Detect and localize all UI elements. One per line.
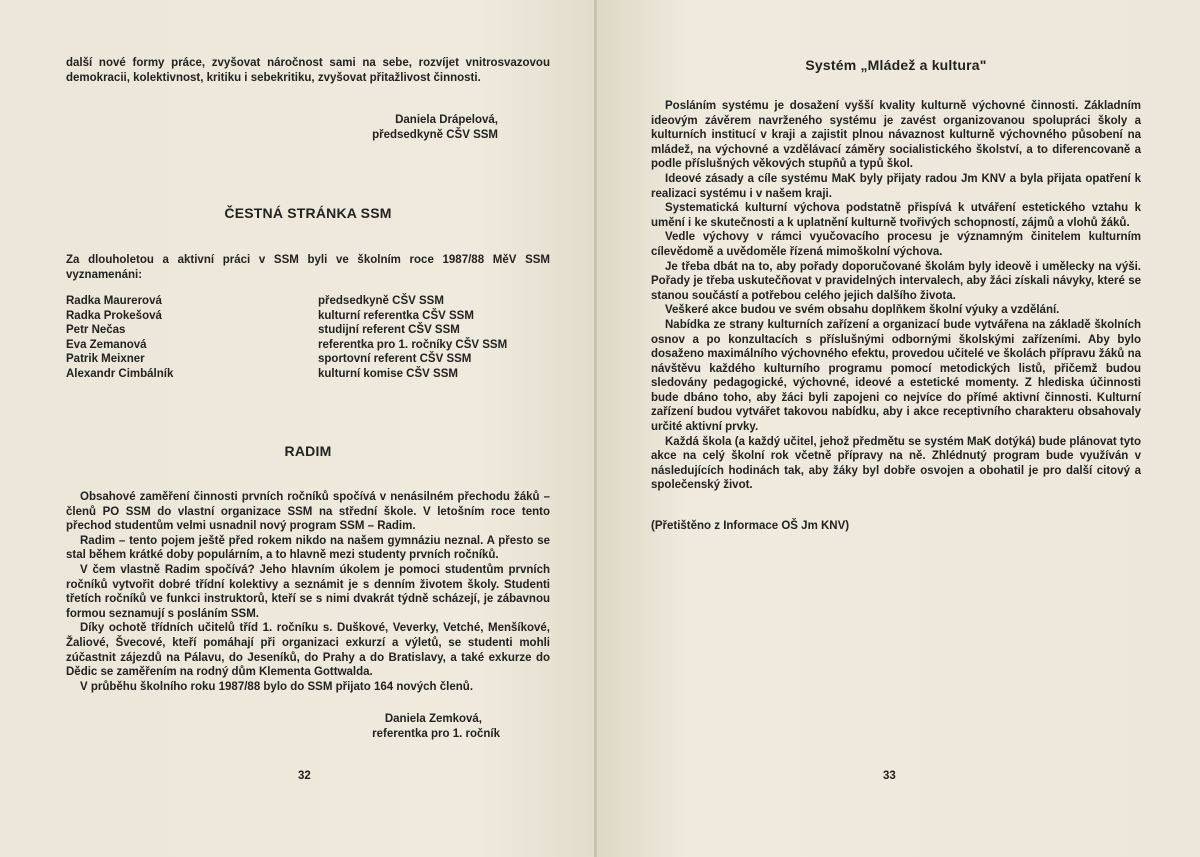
radim-paragraph: Díky ochotě třídních učitelů tříd 1. ročníku s. Duškové, Veverky, Vetché, Menšíkové, Žaliové, Švecové, kteří pomáhají při organizaci exkurzí a výletů, se studenti mohli zúčastnit zájezdů na Pálavu, do Jeseníků, do Prahy a do Bratislavy, a také exkurze do Dědic se zaměřením na rodný dům Klementa Gottwalda. [66,622,550,679]
mak-paragraph: Systematická kulturní výchova podstatně přispívá k utváření estetického vztahu k umění i ke skutečnosti a k uplatnění kulturně tvořivých schopností, zájmů a vlohů žáků. [651,202,1141,229]
heading-cestna-stranka: ČESTNÁ STRÁNKA SSM [224,205,392,221]
member-role: sportovní referent CŠV SSM [318,353,472,366]
member-role: referentka pro 1. ročníky CŠV SSM [318,338,508,351]
honor-intro-wrap [66,253,550,282]
radim-paragraph: Radim – tento pojem ještě před rokem nikdo na našem gymnáziu neznal. A přesto se stal během krátké doby populárním, a to hlavně mezi studenty prvních ročníků. [66,534,550,562]
page-number-right: 33 [883,770,896,782]
signature-2-role: referentka pro 1. ročník [372,727,500,740]
members-list [66,294,550,382]
mak-paragraph: Nabídka ze strany kulturních zařízení a organizací bude vytvářena na základě školních osnov a po konzultacích s příslušnými odbornými školskými zařízeními. Aby bylo dosaženo maximálního výchovného efektu, provedou učitelé ve školách přípravu žáků na návštěvu každého kulturního programu pomocí metodických listů, přičemž budou sledovány pedagogické, výchovné, ideové a estetické momenty. Z hlediska účinnosti bude dbáno toho, aby žáci byli zapojeni co nejvíce do přímé aktivní činnosti. Kulturní zařízení budou vytvářet takovou nabídku, aby i akce receptivního charakteru obsahovaly určité aktivní prvky. [651,318,1141,434]
mak-paragraph: Ideové zásady a cíle systému MaK byly přijaty radou Jm KNV a byla přijata opatření k realizaci systému i v našem kraji. [651,172,1141,200]
member-role: kulturní komise CŠV SSM [318,367,458,380]
heading-cestna-stranka-wrap [66,206,550,221]
member-name: Alexandr Cimbálník [66,367,174,380]
source-note: (Přetištěno z Informace OŠ Jm KNV) [651,520,850,532]
mak-paragraph: Posláním systému je dosažení vyšší kvality kulturně výchovné činnosti. Základním ideovým závěrem navrženého systému je zavést organizovanou spolupráci školy a kulturních institucí v kraji a zajistit plnou návaznost kulturně výchovného působení na mládež, na výchovné a vzdělávací záměry socialistického školství, a to diferencovaně a podle příslušných věkových stupňů a typů škol. [651,100,1141,171]
mak-paragraph: Každá škola (a každý učitel, jehož předmětu se systém MaK dotýká) bude plánovat tyto akce na celý školní rok včetně přípravy na ně. Zhlédnutý program bude využíván v následujících hodinách tak, aby žáky byl dobře osvojen a obohatil je pro další citový a společenský život. [651,435,1141,492]
left-page [0,0,597,857]
heading-radim: RADIM [284,443,332,459]
right-text [651,99,1141,493]
radim-paragraph: V průběhu školního roku 1987/88 bylo do SSM přijato 164 nových členů. [80,680,474,693]
honor-intro: Za dlouholetou a aktivní práci v SSM byli ve školním roce 1987/88 MěV SSM vyznamenáni: [66,254,550,281]
right-page [597,0,1200,857]
member-role: předsedkyně CŠV SSM [318,295,444,307]
heading-radim-wrap [66,444,550,459]
member-name: Eva Zemanová [66,338,147,351]
member-role: studijní referent CŠV SSM [318,324,460,337]
member-name: Petr Nečas [66,324,126,337]
radim-paragraph: V čem vlastně Radim spočívá? Jeho hlavním úkolem je pomoci studentům prvních ročníků vytvořit dobré třídní kolektivy a seznámit je s denním životem školy. Studenti třetích ročníků ve funkci instruktorů, kteří se s nimi dvakrát týdně scházejí, je zábavnou formou seznamují s posláním SSM. [66,563,550,620]
member-name: Radka Maurerová [66,295,162,307]
member-name: Radka Prokešová [66,309,162,322]
radim-text [66,490,550,694]
source-note-wrap [651,519,1141,534]
signature-1 [66,113,550,142]
left-intro [66,56,550,85]
mak-paragraph: Veškeré akce budou ve svém obsahu doplňkem školní výuky a vzdělání. [665,304,1060,317]
member-name: Patrik Meixner [66,353,145,366]
signature-1-role: předsedkyně CŠV SSM [372,128,498,141]
member-role: kulturní referentka CŠV SSM [318,309,474,322]
right-heading-wrap [651,58,1141,73]
radim-paragraph: Obsahové zaměření činnosti prvních ročníků spočívá v nenásilném přechodu žáků – členů PO SSM do vlastní organizace SSM na střední škole. V letošním roce tento přechod studentům velmi usnadnil nový program SSM – Radim. [66,491,550,533]
signature-1-name: Daniela Drápelová, [395,114,498,126]
heading-mladez-kultura: Systém „Mládež a kultura" [805,57,987,73]
mak-paragraph: Je třeba dbát na to, aby pořady doporučované školám byly ideově i umělecky na výši. Pořady je třeba uskutečňovat v pravidelných intervalech, aby žáci získali návyky, které se stanou součástí a potřebou celého jejich dalšího života. [651,260,1141,302]
signature-2 [66,712,550,741]
mak-paragraph: Vedle výchovy v rámci vyučovacího procesu je významným činitelem kulturním cílevědomě a uvědoměle řízená mimoškolní výchova. [651,231,1141,258]
intro-paragraph: další nové formy práce, zvyšovat náročnost sami na sebe, rozvíjet vnitrosvazovou demokracii, kolektivnost, kritiku i sebekritiku, zvyšovat přitažlivost činnosti. [66,57,550,84]
page-number-left: 32 [298,770,311,782]
signature-2-name: Daniela Zemková, [384,713,482,725]
